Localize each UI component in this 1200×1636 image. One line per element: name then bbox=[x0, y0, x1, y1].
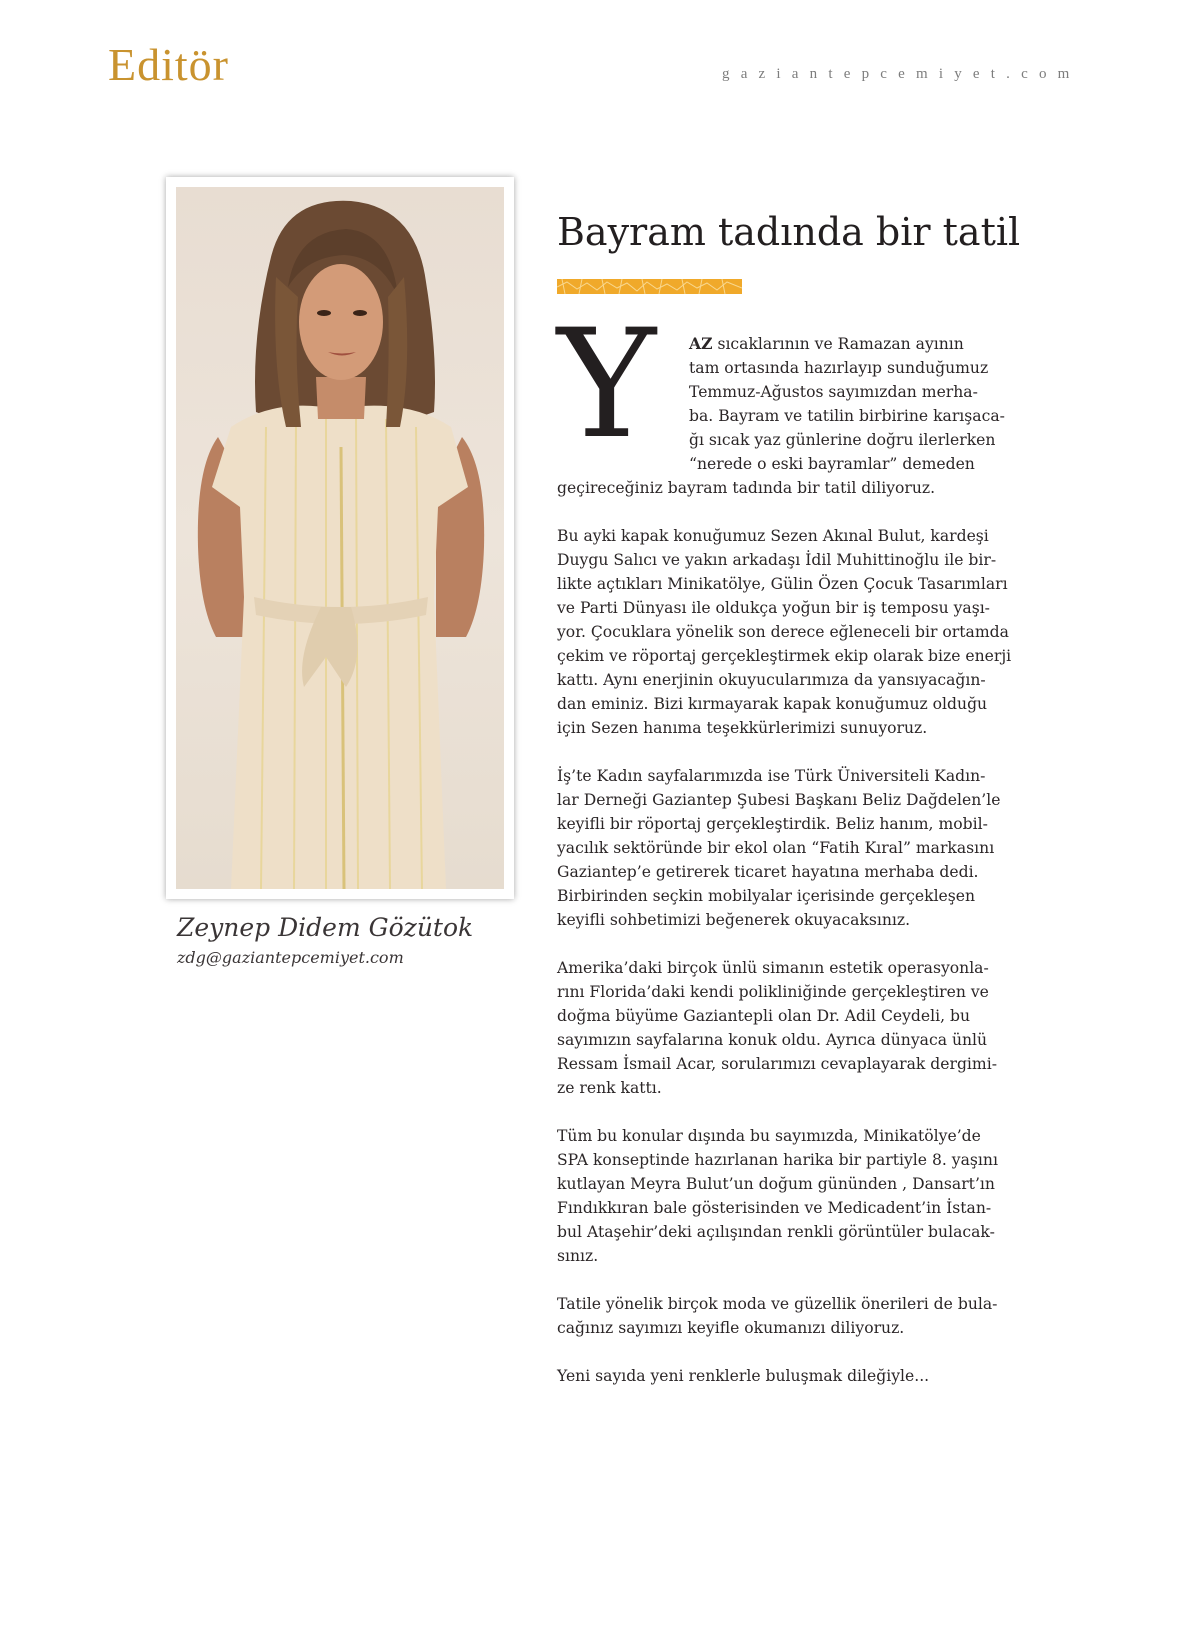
author-photo bbox=[176, 187, 504, 889]
author-name: Zeynep Didem Gözütok bbox=[177, 913, 474, 942]
paragraph-line: SPA konseptinde hazırlanan harika bir partiyle 8. yaşını bbox=[557, 1151, 998, 1169]
paragraph-line: keyifli sohbetimizi beğenerek okuyacaksınız. bbox=[557, 911, 911, 929]
paragraph-line: bul Ataşehir’deki açılışından renkli görüntüler bulacak- bbox=[557, 1223, 995, 1241]
paragraph-line: Bu ayki kapak konuğumuz Sezen Akınal Bulut, kardeşi bbox=[557, 527, 989, 545]
paragraph-line: sınız. bbox=[557, 1247, 599, 1265]
paragraph-line: ze renk kattı. bbox=[557, 1079, 662, 1097]
paragraph-line: lar Derneği Gaziantep Şubesi Başkanı Beliz Dağdelen’le bbox=[557, 791, 1001, 809]
article-title: Bayram tadında bir tatil bbox=[557, 210, 1021, 254]
paragraph-line: Amerika’daki birçok ünlü simanın estetik operasyonla- bbox=[557, 959, 989, 977]
paragraph-line: ve Parti Dünyası ile oldukça yoğun bir iş temposu yaşı- bbox=[557, 599, 990, 617]
paragraph-line: yacılık sektöründe bir ekol olan “Fatih Kıral” markasını bbox=[557, 839, 995, 857]
paragraph-line: dan eminiz. Bizi kırmayarak kapak konuğumuz olduğu bbox=[557, 695, 988, 713]
article-paragraphs bbox=[557, 500, 1012, 1388]
section-label: Editör bbox=[108, 39, 229, 90]
paragraph-line: keyifli bir röportaj gerçekleştirdik. Beliz hanım, mobil- bbox=[557, 815, 988, 833]
lead-paragraph bbox=[557, 332, 1005, 500]
lead-caps: AZ bbox=[689, 334, 713, 353]
paragraph-line: rını Florida’daki kendi polikliniğinde gerçekleştiren ve bbox=[557, 983, 989, 1001]
author-photo-frame bbox=[166, 177, 514, 899]
paragraph-line: likte açtıkları Minikatölye, Gülin Özen Çocuk Tasarımları bbox=[557, 575, 1008, 593]
title-ornament bbox=[557, 279, 742, 294]
lead-line: “nerede o eski bayramlar” demeden bbox=[689, 455, 975, 473]
article-paragraph bbox=[557, 1364, 997, 1388]
paragraph-line: Birbirinden seçkin mobilyalar içerisinde gerçekleşen bbox=[557, 887, 976, 905]
article-body bbox=[557, 332, 1012, 1388]
paragraph-line: Tüm bu konular dışında bu sayımızda, Minikatölye’de bbox=[557, 1127, 981, 1145]
paragraph-line: çekim ve röportaj gerçekleştirmek ekip olarak bize enerji bbox=[557, 647, 1012, 665]
drop-cap: Y bbox=[557, 298, 657, 472]
lead-line: geçireceğiniz bayram tadında bir tatil diliyoruz. bbox=[557, 479, 936, 497]
paragraph-line: Tatile yönelik birçok moda ve güzellik önerileri de bula- bbox=[557, 1295, 998, 1313]
paragraph-line: Ressam İsmail Acar, sorularımızı cevaplayarak dergimi- bbox=[557, 1055, 997, 1073]
paragraph-line: Yeni sayıda yeni renklerle buluşmak dileğiyle... bbox=[557, 1367, 930, 1385]
lead-line: ğı sıcak yaz günlerine doğru ilerlerken bbox=[689, 431, 996, 449]
paragraph-line: Fındıkkıran bale gösterisinden ve Medicadent’in İstan- bbox=[557, 1199, 992, 1217]
paragraph-line: sayımızın sayfalarına konuk oldu. Ayrıca dünyaca ünlü bbox=[557, 1031, 988, 1049]
article-paragraph bbox=[557, 524, 1012, 740]
article-paragraph bbox=[557, 1124, 997, 1268]
lead-line: Temmuz-Ağustos sayımızdan merha- bbox=[689, 383, 978, 401]
paragraph-line: İş’te Kadın sayfalarımızda ise Türk Üniversiteli Kadın- bbox=[557, 767, 986, 785]
author-email[interactable]: zdg@gaziantepcemiyet.com bbox=[177, 948, 404, 967]
paragraph-line: cağınız sayımızı keyifle okumanızı diliyoruz. bbox=[557, 1319, 905, 1337]
paragraph-line: Gaziantep’e getirerek ticaret hayatına merhaba dedi. bbox=[557, 863, 979, 881]
paragraph-line: Duygu Salıcı ve yakın arkadaşı İdil Muhittinoğlu ile bir- bbox=[557, 551, 997, 569]
article-paragraph bbox=[557, 764, 1001, 932]
lead-line: tam ortasında hazırlayıp sunduğumuz bbox=[689, 359, 989, 377]
paragraph-line: doğma büyüme Gaziantepli olan Dr. Adil Ceydeli, bu bbox=[557, 1007, 971, 1025]
paragraph-line: kutlayan Meyra Bulut’un doğum gününden , Dansart’ın bbox=[557, 1175, 995, 1193]
paragraph-line: kattı. Aynı enerjinin okuyucularımıza da yansıyacağın- bbox=[557, 671, 986, 689]
lead-line: AZ sıcaklarının ve Ramazan ayının bbox=[689, 334, 964, 353]
site-url[interactable]: gaziantepcemiyet.com bbox=[722, 66, 1081, 82]
article-paragraph bbox=[557, 956, 997, 1100]
paragraph-line: yor. Çocuklara yönelik son derece eğleneceli bir ortamda bbox=[557, 623, 1009, 641]
paragraph-line: için Sezen hanıma teşekkürlerimizi sunuyoruz. bbox=[557, 719, 928, 737]
article-paragraph bbox=[557, 1292, 997, 1340]
lead-line: ba. Bayram ve tatilin birbirine karışaca- bbox=[689, 407, 1005, 425]
